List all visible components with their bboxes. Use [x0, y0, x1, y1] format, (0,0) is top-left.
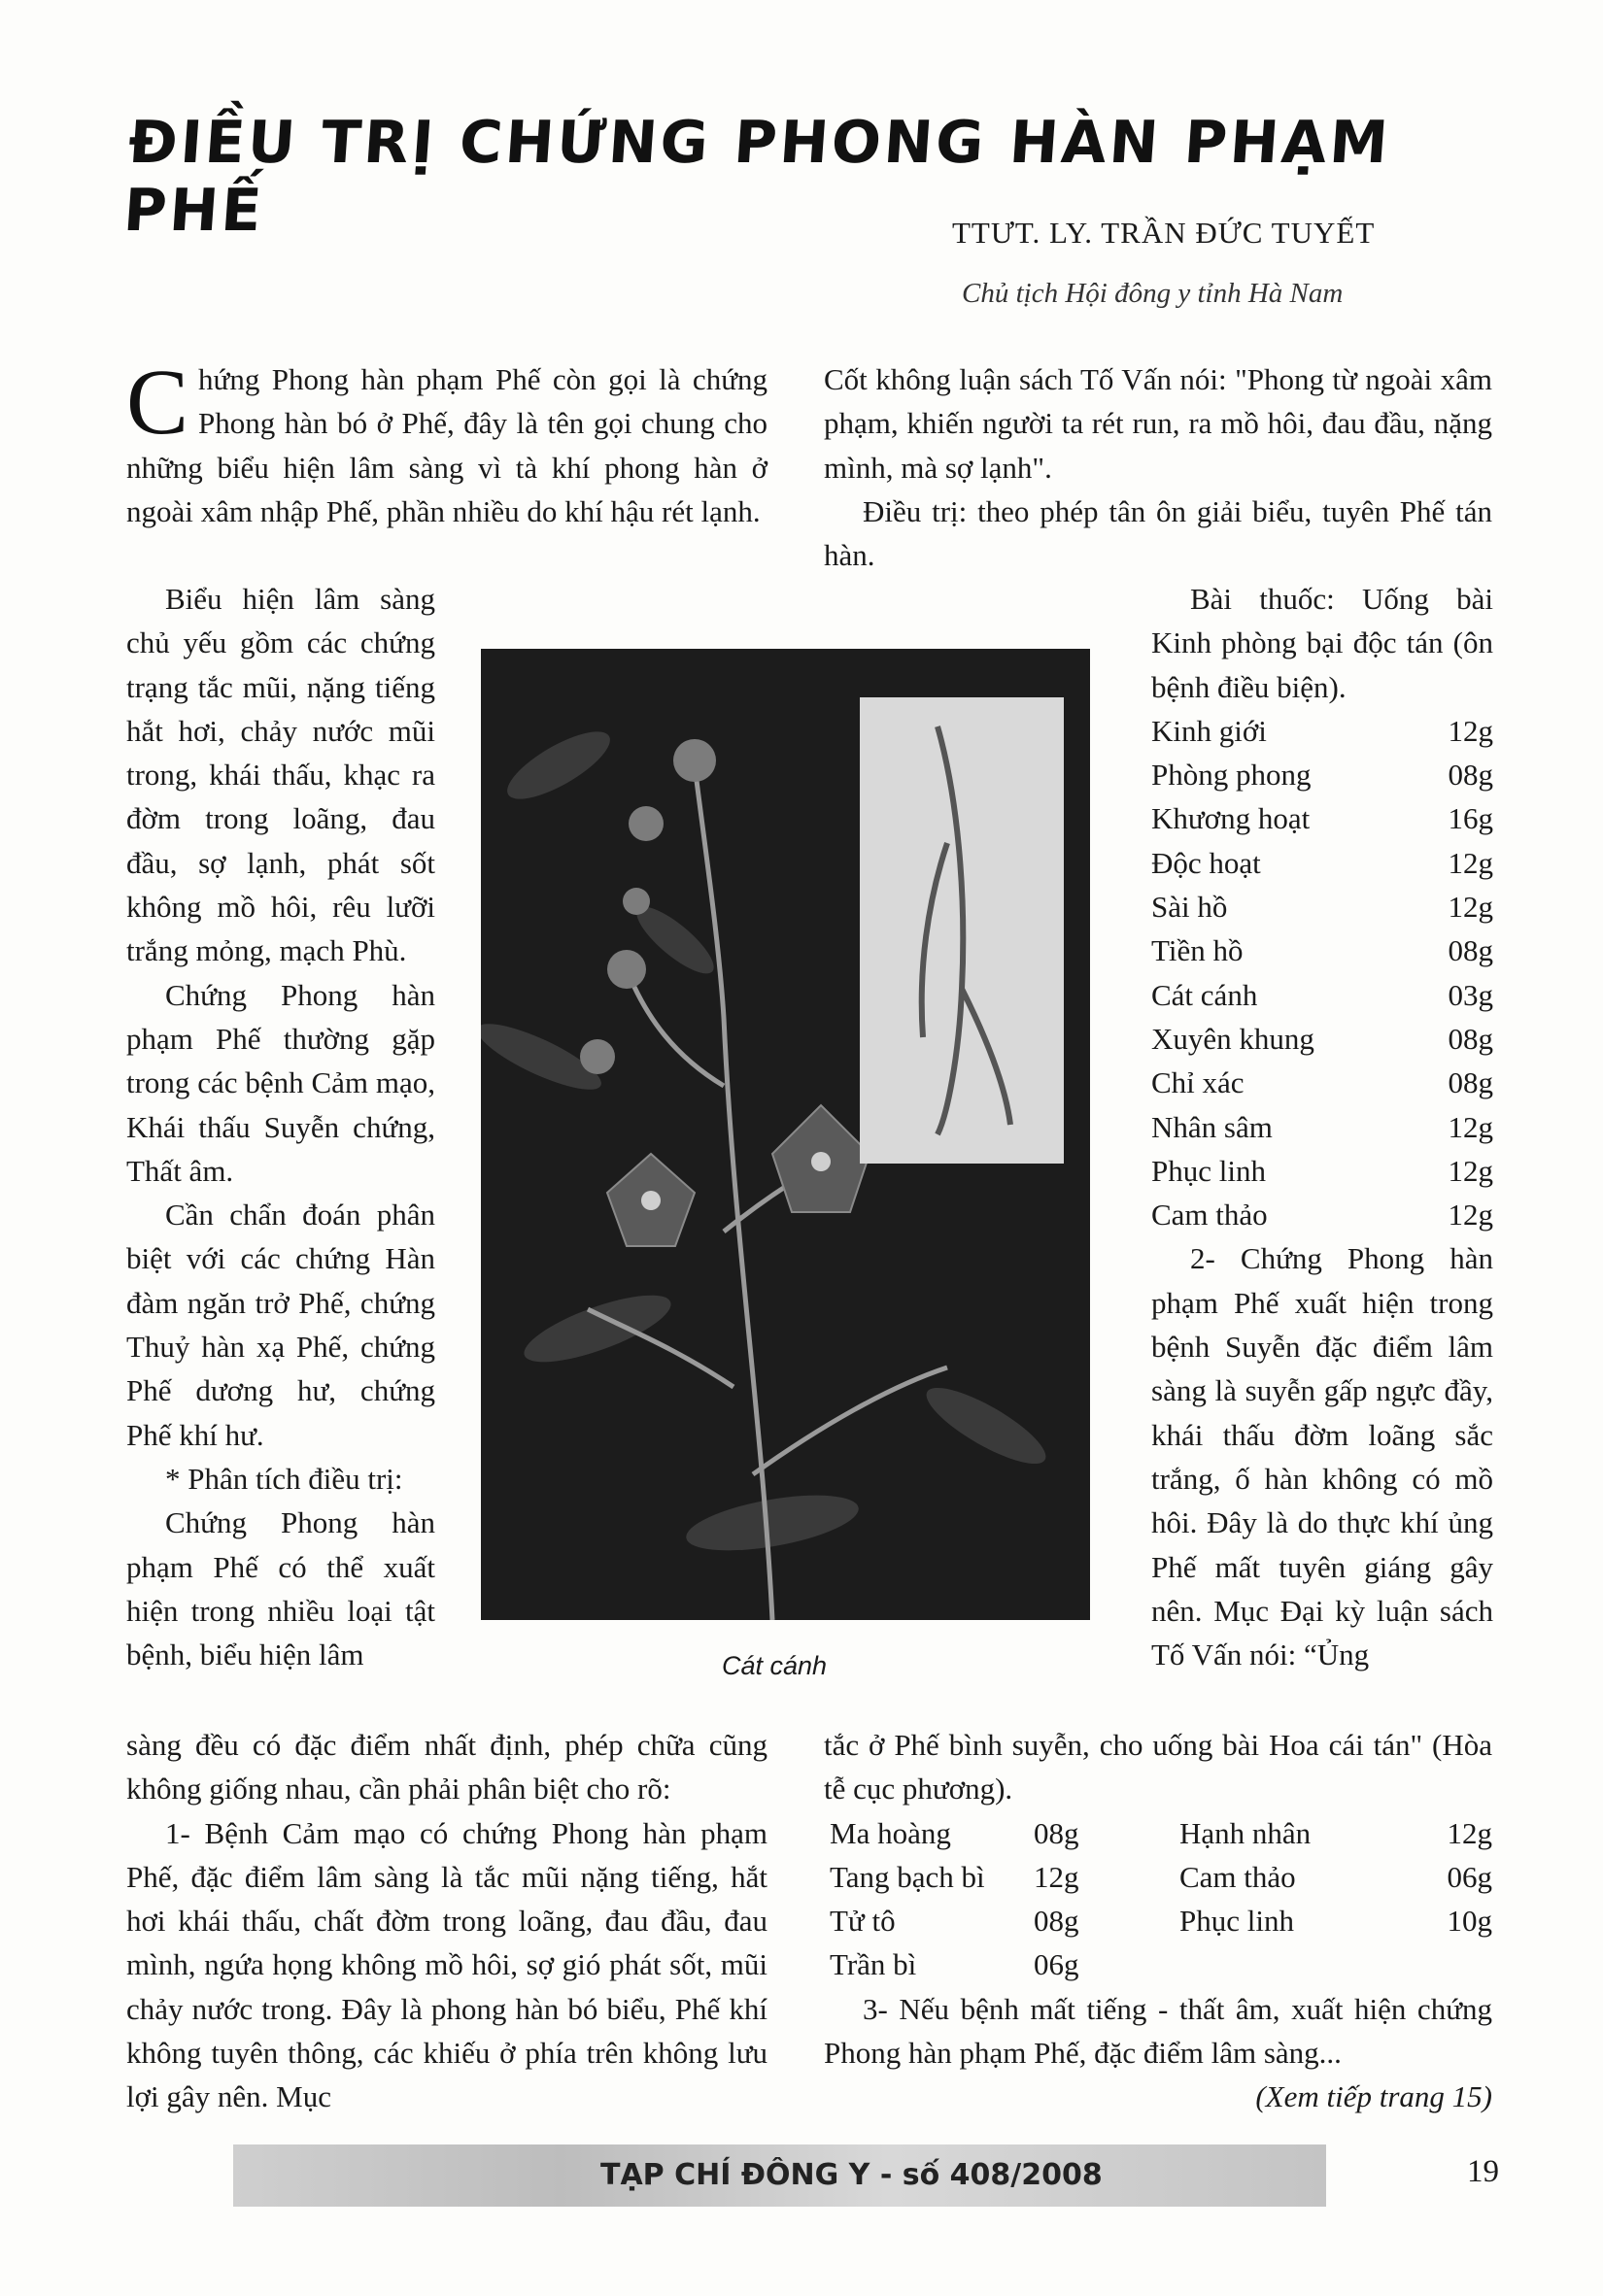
paragraph-symptoms: Biểu hiện lâm sàng chủ yếu gồm các chứng trạng tắc mũi, nặng tiếng hắt hơi, chảy nước mũi trong, khái thấu, khạc ra đờm trong loãng, đau đầu, sợ lạnh, phát sốt không mồ hôi, rêu lưỡi trắng mỏng, mạch Phù.	[126, 582, 435, 968]
ingredient-row: Kinh giới 12g	[1151, 713, 1493, 748]
ingredient-row: Cam thảo 12g	[1151, 1198, 1493, 1232]
ingredient-row: Khương hoạt 16g	[1151, 801, 1493, 836]
right-column-bottom	[824, 1723, 1492, 2119]
page-number: 19	[1467, 2154, 1499, 2189]
ingredient-list-2: Ma hoàng 08g Hạnh nhân 12g Tang bạch bì 12g Cam thảo 06g Tử tô 08g Phục linh 10g Trần bì 06g	[830, 1815, 1492, 1982]
ingredient-row: Cát cánh 03g	[1151, 977, 1493, 1012]
paragraph-analysis-a: Chứng Phong hàn phạm Phế có thể xuất hiện trong nhiều loại tật bệnh, biểu hiện lâm	[126, 1505, 435, 1672]
ingredient-row: Phòng phong 08g	[1151, 758, 1493, 793]
ingredient-row: Phục linh 12g	[1151, 1153, 1493, 1188]
paragraph-analysis-heading: * Phân tích điều trị:	[165, 1461, 403, 1496]
ingredient-row: Nhân sâm 12g	[1151, 1109, 1493, 1144]
ingredient-row: Xuyên khung 08g	[1151, 1021, 1493, 1056]
paragraph-prescription: Bài thuốc: Uống bài Kinh phòng bại độc tán (ôn bệnh điều biện).	[1151, 582, 1493, 704]
author-affiliation: Chủ tịch Hội đông y tỉnh Hà Nam	[962, 278, 1344, 309]
plant-photo	[481, 649, 1090, 1620]
paragraph-treatment: Điều trị: theo phép tân ôn giải biểu, tuyên Phế tán hàn.	[824, 493, 1492, 573]
intro-paragraph: Chứng Phong hàn phạm Phế còn gọi là chứng Phong hàn bó ở Phế, đây là tên gọi chung cho những biểu hiện lâm sàng vì tà khí phong hàn ở ngoài xâm nhập Phế, phần nhiều do khí hậu rét lạnh.	[126, 350, 767, 528]
ingredient-row: Tiền hồ 08g	[1151, 933, 1493, 968]
article-title: ĐIỀU TRỊ CHỨNG PHONG HÀN PHẠM PHẾ	[121, 109, 1393, 245]
left-column-bottom	[126, 1723, 767, 2119]
left-column-top	[126, 350, 767, 533]
ingredient-row: Độc hoạt 12g	[1151, 845, 1493, 880]
ingredient-row: Chỉ xác 08g	[1151, 1065, 1493, 1100]
photo-caption: Cát cánh	[722, 1651, 828, 1680]
paragraph-to-van: Cốt không luận sách Tố Vấn nói: "Phong từ ngoài xâm phạm, khiến người ta rét run, ra mồ hôi, đau đầu, nặng mình, mà sợ lạnh".	[824, 362, 1492, 485]
continued-note[interactable]: (Xem tiếp trang 15)	[1255, 2079, 1492, 2114]
paragraph-that-am: 3- Nếu bệnh mất tiếng - thất âm, xuất hiện chứng Phong hàn phạm Phế, đặc điểm lâm sàng...	[824, 1991, 1492, 2071]
right-column-narrow	[1151, 577, 1493, 1676]
paragraph-diseases: Chứng Phong hàn phạm Phế thường gặp trong các bệnh Cảm mạo, Khái thấu Suyễn chứng, Thất âm.	[126, 977, 435, 1188]
paragraph-differential: Cần chẩn đoán phân biệt với các chứng Hàn đàm ngăn trở Phế, chứng Thuỷ hàn xạ Phế, chứng Phế dương hư, chứng Phế khí hư.	[126, 1198, 435, 1452]
ingredient-list-1	[1151, 709, 1493, 1237]
author: TTƯT. LY. TRẦN ĐỨC TUYẾT	[952, 216, 1376, 250]
paragraph-cam-mao: 1- Bệnh Cảm mạo có chứng Phong hàn phạm Phế, đặc điểm lâm sàng là tắc mũi nặng tiếng, hắt hơi khái thấu, chất đờm trong loãng, đau đầu, đau mình, ngứa họng không mồ hôi, sợ gió phát sốt, mũi chảy nước trong. Đây là phong hàn bó biểu, Phế khí không tuyên thông, các khiếu ở phía trên không lưu lợi gây nên. Mục	[126, 1815, 767, 2114]
journal-footer: TẠP CHÍ ĐÔNG Y - số 408/2008	[600, 2158, 1103, 2192]
drop-cap: C	[126, 350, 189, 454]
right-column-top	[824, 357, 1492, 577]
balloon-flower-illustration	[481, 649, 1090, 1620]
paragraph-suyen-a: 2- Chứng Phong hàn phạm Phế xuất hiện trong bệnh Suyễn đặc điểm lâm sàng là suyễn gấp ngực đầy, khái thấu đờm loãng sắc trắng, ố hàn không có mồ hôi. Đây là do thực khí ủng Phế mất tuyên giáng gây nên. Mục Đại kỳ luận sách Tố Vấn nói: “Ủng	[1151, 1241, 1493, 1672]
ingredient-row: Sài hồ 12g	[1151, 890, 1493, 925]
paragraph-suyen-b: tắc ở Phế bình suyễn, cho uống bài Hoa cái tán" (Hòa tễ cục phương).	[824, 1728, 1492, 1806]
paragraph-analysis-b: sàng đều có đặc điểm nhất định, phép chữa cũng không giống nhau, cần phải phân biệt cho rõ:	[126, 1728, 767, 1806]
left-column-narrow	[126, 577, 435, 1676]
